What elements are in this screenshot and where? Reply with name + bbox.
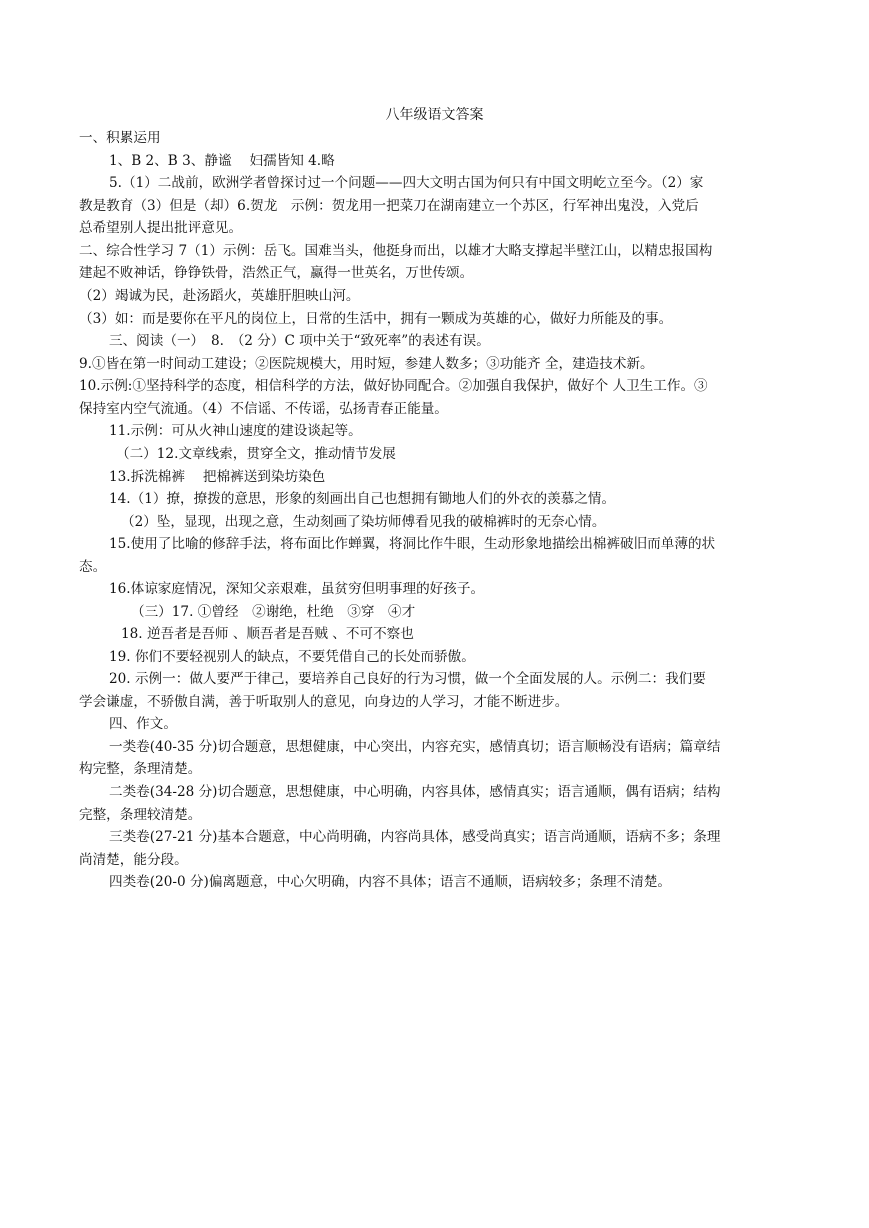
- answer-line: 构完整，条理清楚。: [79, 761, 202, 777]
- answer-line: 尚清楚，能分段。: [79, 852, 188, 868]
- answer-line: 一、积累运用: [79, 130, 161, 146]
- answer-line: 15.使用了比喻的修辞手法，将布面比作蝉翼，将洞比作牛眼，生动形象地描绘出棉裤破旧而单薄的状: [109, 536, 716, 552]
- answer-line: 教是教育（3）但是（却）6.贺龙 示例：贺龙用一把菜刀在湖南建立一个苏区，行军神出鬼没，入党后: [79, 198, 699, 214]
- answer-line: （3）如：而是要你在平凡的岗位上，日常的生活中，拥有一颗成为英雄的心，做好力所能及的事。: [79, 311, 673, 327]
- answer-line: 18. 逆吾者是吾师 、顺吾者是吾贼 、不可不察也: [121, 626, 414, 642]
- answer-line: 16.体谅家庭情况，深知父亲艰难，虽贫穷但明事理的好孩子。: [109, 581, 485, 597]
- answer-line: 三、阅读（一） 8. （2 分）C 项中关于“致死率”的表述有误。: [109, 333, 490, 349]
- answer-line: 学会谦虚，不骄傲自满，善于听取别人的意见，向身边的人学习，才能不断进步。: [79, 694, 569, 710]
- answer-line: 二、综合性学习 7（1）示例：岳飞。国难当头，他挺身而出，以雄才大略支撑起半壁江山，以精忠报国构: [79, 243, 713, 259]
- answer-line: （三）17. ①曾经 ②谢绝，杜绝 ③穿 ④才: [131, 604, 416, 620]
- answer-line: 13.拆洗棉裤 把棉裤送到染坊染色: [109, 469, 326, 485]
- answer-line: 20. 示例一：做人要严于律己，要培养自己良好的行为习惯，做一个全面发展的人。示例二：我们要: [109, 671, 706, 687]
- answer-line: 二类卷(34-28 分)切合题意，思想健康，中心明确，内容具体，感情真实；语言通顺，偶有语病；结构: [109, 784, 721, 800]
- answer-line: 建起不败神话，铮铮铁骨，浩然正气，赢得一世英名，万世传颂。: [79, 265, 474, 281]
- answer-line: 三类卷(27-21 分)基本合题意，中心尚明确，内容尚具体，感受尚真实；语言尚通顺，语病不多；条理: [109, 829, 721, 845]
- answer-line: 5.（1）二战前，欧洲学者曾探讨过一个问题——四大文明古国为何只有中国文明屹立至今。（2）家: [109, 175, 704, 191]
- answer-line: 19. 你们不要轻视别人的缺点，不要凭借自己的长处而骄傲。: [109, 649, 475, 665]
- answer-line: （二）12.文章线索，贯穿全文，推动情节发展: [116, 446, 396, 462]
- answer-line: 四、作文。: [109, 716, 177, 732]
- answer-line: 1、B 2、B 3、静谧 妇孺皆知 4.略: [109, 153, 335, 169]
- document-title: 八年级语文答案: [385, 107, 484, 123]
- answer-line: 一类卷(40-35 分)切合题意，思想健康，中心突出，内容充实，感情真切；语言顺畅没有语病；篇章结: [109, 739, 721, 755]
- answer-line: 态。: [79, 559, 107, 575]
- answer-line: 四类卷(20-0 分)偏离题意，中心欠明确，内容不具体；语言不通顺，语病较多；条理不清楚。: [109, 874, 672, 890]
- answer-line: 完整，条理较清楚。: [79, 807, 202, 823]
- answer-line: 10.示例:①坚持科学的态度，相信科学的方法，做好协同配合。②加强自我保护，做好个 人卫生工作。③: [79, 378, 708, 394]
- answer-line: 保持室内空气流通。（4）不信谣、不传谣，弘扬青春正能量。: [79, 401, 448, 417]
- answer-line: 14.（1）撩，撩拨的意思，形象的刻画出自己也想拥有锄地人们的外衣的羡慕之情。: [109, 491, 616, 507]
- answer-line: （2）竭诚为民，赴汤蹈火，英雄肝胆映山河。: [79, 288, 360, 304]
- answer-line: 总希望别人提出批评意见。: [79, 220, 243, 236]
- answer-line: （2）坠，显现，出现之意，生动刻画了染坊师傅看见我的破棉裤时的无奈心情。: [121, 514, 606, 530]
- answer-line: 11.示例：可从火神山速度的建设谈起等。: [109, 423, 362, 439]
- answer-line: 9.①皆在第一时间动工建设；②医院规模大，用时短，参建人数多；③功能齐 全，建造技术新。: [79, 356, 654, 372]
